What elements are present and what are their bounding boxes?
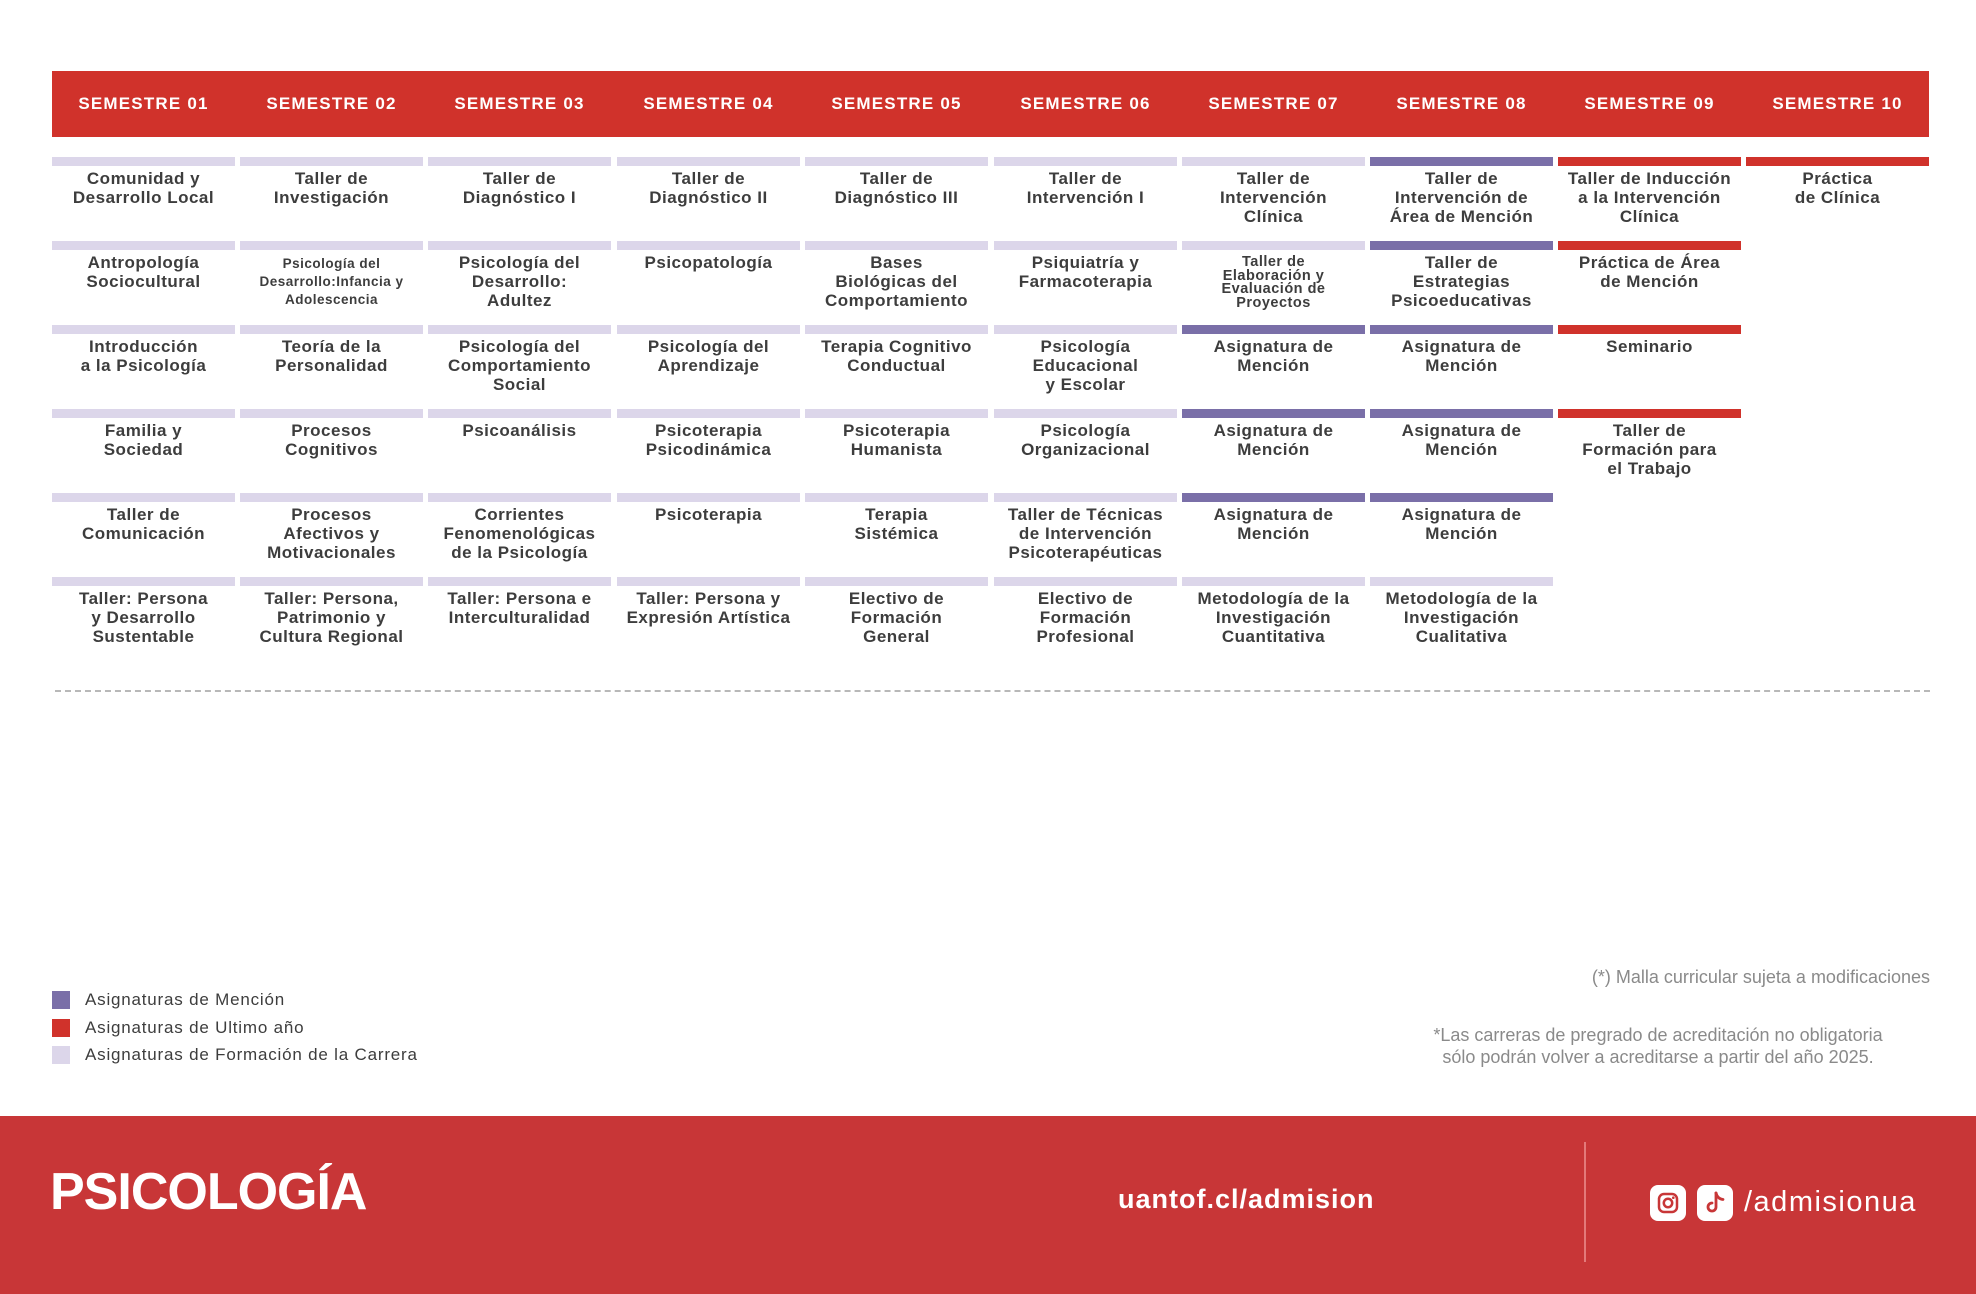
formacion-bar [240, 325, 423, 334]
course-cell [52, 241, 235, 323]
course-cell [1558, 409, 1741, 491]
course-name: Asignatura de Mención [1213, 421, 1334, 459]
course-name: Taller de Intervención de Área de Mención [1389, 169, 1534, 226]
course-cell [428, 409, 611, 491]
course-name: Procesos Cognitivos [285, 421, 378, 459]
course-name: Taller de Intervención Clínica [1219, 169, 1328, 226]
course-name: Psicología del Aprendizaje [647, 337, 770, 375]
formacion-bar [805, 241, 988, 250]
formacion-bar [428, 325, 611, 334]
formacion-bar [240, 577, 423, 586]
course-name: Taller de Formación para el Trabajo [1582, 421, 1717, 478]
course-name: Antropología Sociocultural [86, 253, 201, 291]
formacion-bar [805, 325, 988, 334]
legend-label: Asignaturas de Formación de la Carrera [85, 1045, 418, 1064]
course-cell [1370, 493, 1553, 575]
formacion-bar [428, 577, 611, 586]
formacion-bar [805, 409, 988, 418]
course-cell [240, 325, 423, 407]
mencion-bar [1182, 325, 1365, 334]
dashed-divider [55, 690, 1930, 692]
course-cell [1370, 157, 1553, 239]
formacion-bar [240, 241, 423, 250]
formacion-bar [805, 493, 988, 502]
formacion-bar [52, 157, 235, 166]
course-name: Psicología Educacional y Escolar [1032, 337, 1139, 394]
mencion-bar [1182, 493, 1365, 502]
malla-note: (*) Malla curricular sujeta a modificaciones [1591, 967, 1930, 987]
course-cell [617, 577, 800, 659]
course-cell [617, 409, 800, 491]
course-cell [617, 241, 800, 323]
course-name: Psicoterapia Humanista [842, 421, 951, 459]
course-name: Electivo de Formación Profesional [1036, 589, 1135, 646]
mencion-bar [1370, 493, 1553, 502]
course-cell [994, 325, 1177, 407]
course-cell [1558, 325, 1741, 407]
course-name: Asignatura de Mención [1213, 505, 1334, 543]
semester-09-header: SEMESTRE 09 [1584, 94, 1715, 113]
course-name: Familia y Sociedad [103, 421, 184, 459]
course-name: Taller de Diagnóstico I [462, 169, 577, 207]
course-name: Taller de Diagnóstico III [834, 169, 959, 207]
course-name: Introducción a la Psicología [80, 337, 207, 375]
course-cell [805, 577, 988, 659]
course-name: Asignatura de Mención [1401, 421, 1522, 459]
career-title: PSICOLOGÍA [50, 1163, 367, 1221]
course-name: Comunidad y Desarrollo Local [72, 169, 215, 207]
course-name: Taller de Técnicas de Intervención Psicoterapéuticas [1007, 505, 1164, 562]
course-cell [994, 577, 1177, 659]
course-name: Taller de Estrategias Psicoeducativas [1391, 253, 1532, 310]
formacion-bar [52, 325, 235, 334]
mencion-bar [1370, 241, 1553, 250]
semester-10-header: SEMESTRE 10 [1772, 94, 1903, 113]
course-name: Procesos Afectivos y Motivacionales [267, 505, 396, 562]
course-cell [1182, 493, 1365, 575]
semester-06-header: SEMESTRE 06 [1020, 94, 1151, 113]
course-cell [1182, 577, 1365, 659]
course-name: Taller de Investigación [273, 169, 390, 207]
course-cell [1182, 325, 1365, 407]
social-handle[interactable]: /admisionua [1744, 1186, 1917, 1218]
formacion-bar [617, 493, 800, 502]
formacion-bar [805, 577, 988, 586]
formacion-bar [240, 157, 423, 166]
course-cell [1558, 157, 1741, 239]
course-name: Terapia Sistémica [854, 505, 939, 543]
course-name: Psicoterapia [654, 505, 763, 524]
course-name: Psicología del Desarrollo:Infancia y Adolescencia [259, 256, 404, 307]
semester-03-header: SEMESTRE 03 [454, 94, 585, 113]
course-name: Práctica de Clínica [1794, 169, 1881, 207]
course-cell [1182, 241, 1365, 323]
formacion-bar [52, 577, 235, 586]
formacion-bar [994, 577, 1177, 586]
formacion-bar [52, 241, 235, 250]
course-name: Taller: Persona y Expresión Artística [626, 589, 791, 627]
mencion-bar [1370, 409, 1553, 418]
course-cell [617, 157, 800, 239]
course-name: Metodología de la Investigación Cualitativa [1385, 589, 1538, 646]
course-name: Terapia Cognitivo Conductual [821, 337, 972, 375]
tiktok-icon[interactable] [1697, 1185, 1733, 1221]
course-cell [1370, 241, 1553, 323]
formacion-bar [52, 493, 235, 502]
course-name: Taller de Inducción a la Intervención Clínica [1567, 169, 1732, 226]
formacion-bar [617, 409, 800, 418]
course-name: Asignatura de Mención [1213, 337, 1334, 375]
course-name: Práctica de Área de Mención [1578, 253, 1721, 291]
course-name: Taller de Intervención I [1026, 169, 1145, 207]
course-cell [1370, 325, 1553, 407]
semester-01-header: SEMESTRE 01 [78, 94, 209, 113]
formacion-bar [994, 409, 1177, 418]
course-cell [240, 409, 423, 491]
instagram-icon[interactable] [1650, 1185, 1686, 1221]
formacion-bar [994, 157, 1177, 166]
course-name: Teoría de la Personalidad [275, 337, 388, 375]
course-name: Psicoterapia Psicodinámica [645, 421, 772, 459]
course-cell [428, 241, 611, 323]
course-cell [52, 493, 235, 575]
course-cell [52, 409, 235, 491]
course-name: Psicología Organizacional [1021, 421, 1150, 459]
formacion-bar [428, 409, 611, 418]
formacion-bar [617, 325, 800, 334]
course-cell [1746, 157, 1929, 239]
semester-05-header: SEMESTRE 05 [831, 94, 962, 113]
course-cell [240, 241, 423, 323]
formacion-bar [428, 493, 611, 502]
course-cell [240, 577, 423, 659]
course-cell [805, 157, 988, 239]
course-cell [617, 493, 800, 575]
ultimo-bar [1558, 157, 1741, 166]
course-name: Psicoanálisis [462, 421, 577, 440]
formacion-bar [1182, 157, 1365, 166]
ultimo-swatch [52, 1019, 70, 1037]
course-name: Psicología del Desarrollo: Adultez [458, 253, 581, 310]
legend-mencion [52, 989, 285, 1011]
course-name: Psiquiatría y Farmacoterapia [1018, 253, 1153, 291]
formacion-bar [994, 325, 1177, 334]
course-cell [428, 577, 611, 659]
formacion-bar [240, 409, 423, 418]
legend-ultimo [52, 1017, 304, 1039]
formacion-bar [1370, 577, 1553, 586]
mencion-bar [1370, 325, 1553, 334]
course-cell [994, 493, 1177, 575]
course-cell [428, 325, 611, 407]
formacion-bar [617, 577, 800, 586]
formacion-bar [1182, 241, 1365, 250]
legend-label: Asignaturas de Mención [85, 990, 285, 1009]
mencion-bar [1370, 157, 1553, 166]
course-name: Asignatura de Mención [1401, 505, 1522, 543]
formacion-bar [994, 493, 1177, 502]
course-name: Taller de Elaboración y Evaluación de Proyectos [1221, 254, 1326, 311]
course-cell [240, 157, 423, 239]
formacion-swatch [52, 1046, 70, 1064]
formacion-bar [617, 241, 800, 250]
formacion-bar [1182, 577, 1365, 586]
course-name: Psicología del Comportamiento Social [448, 337, 591, 394]
course-cell [428, 157, 611, 239]
course-name: Taller: Persona, Patrimonio y Cultura Regional [259, 589, 404, 646]
formacion-bar [805, 157, 988, 166]
course-cell [52, 325, 235, 407]
mencion-bar [1182, 409, 1365, 418]
course-cell [805, 241, 988, 323]
course-cell [52, 157, 235, 239]
ultimo-bar [1558, 325, 1741, 334]
course-cell [805, 493, 988, 575]
course-name: Bases Biológicas del Comportamiento [825, 253, 968, 310]
ultimo-bar [1746, 157, 1929, 166]
formacion-bar [617, 157, 800, 166]
course-cell [1370, 577, 1553, 659]
course-cell [240, 493, 423, 575]
course-name: Taller de Comunicación [81, 505, 206, 543]
formacion-bar [994, 241, 1177, 250]
formacion-bar [52, 409, 235, 418]
course-cell [994, 157, 1177, 239]
admission-link[interactable]: uantof.cl/admision [1118, 1184, 1375, 1214]
course-name: Taller: Persona y Desarrollo Sustentable [78, 589, 209, 646]
course-name: Electivo de Formación General [848, 589, 945, 646]
course-name: Metodología de la Investigación Cuantitativa [1197, 589, 1350, 646]
course-cell [805, 409, 988, 491]
formacion-bar [428, 241, 611, 250]
course-cell [1370, 409, 1553, 491]
formacion-bar [428, 157, 611, 166]
legend-formacion [52, 1044, 418, 1066]
formacion-bar [240, 493, 423, 502]
course-cell [805, 325, 988, 407]
semester-07-header: SEMESTRE 07 [1208, 94, 1339, 113]
semester-08-header: SEMESTRE 08 [1396, 94, 1527, 113]
ultimo-bar [1558, 409, 1741, 418]
course-cell [1558, 241, 1741, 323]
course-name: Taller: Persona e Interculturalidad [447, 589, 592, 627]
course-name: Seminario [1606, 337, 1693, 356]
mencion-swatch [52, 991, 70, 1009]
course-name: Psicopatología [644, 253, 773, 272]
legend-label: Asignaturas de Ultimo año [85, 1018, 305, 1037]
course-name: Corrientes Fenomenológicas de la Psicología [443, 505, 596, 562]
footer-divider [1584, 1142, 1586, 1262]
course-cell [1182, 157, 1365, 239]
course-cell [994, 241, 1177, 323]
course-cell [1182, 409, 1365, 491]
course-name: Taller de Diagnóstico II [649, 169, 768, 207]
semester-02-header: SEMESTRE 02 [266, 94, 397, 113]
course-cell [617, 325, 800, 407]
course-name: Asignatura de Mención [1401, 337, 1522, 375]
ultimo-bar [1558, 241, 1741, 250]
semester-04-header: SEMESTRE 04 [643, 94, 774, 113]
acreditacion-note: *Las carreras de pregrado de acreditación no obligatoria sólo podrán volver a acreditarse a partir del año 2025. [1433, 1025, 1883, 1067]
course-cell [428, 493, 611, 575]
course-cell [994, 409, 1177, 491]
course-cell [52, 577, 235, 659]
